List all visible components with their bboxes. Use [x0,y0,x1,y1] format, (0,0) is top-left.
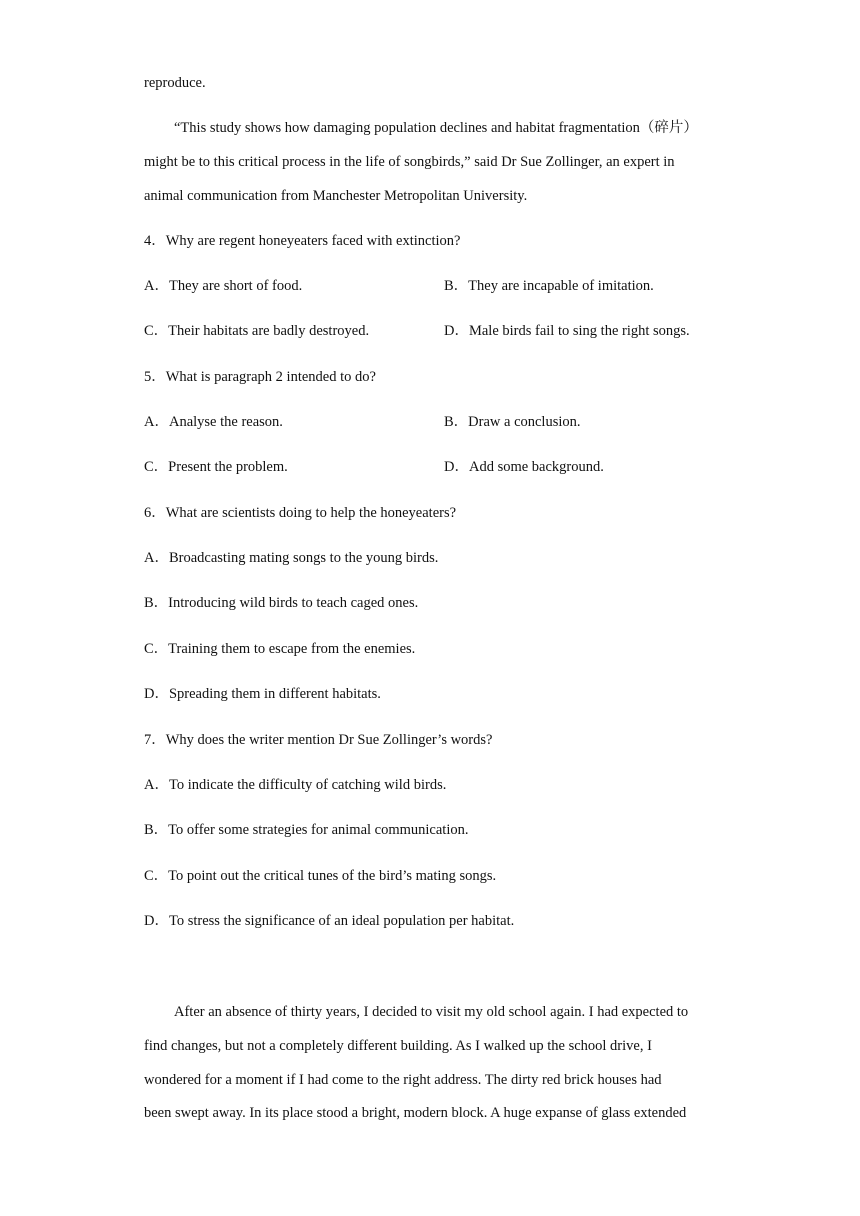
question-stem: 4．Why are regent honeyeaters faced with extinction? [144,233,461,249]
passage-text-line: been swept away. In its place stood a bright, modern block. A huge expanse of glass extended [144,1105,687,1121]
answer-option: D．Spreading them in different habitats. [144,686,381,702]
answer-option: B．Draw a conclusion. [444,414,581,430]
passage-text-line: find changes, but not a completely different building. As I walked up the school drive, I [144,1038,652,1054]
passage-text-line: might be to this critical process in the life of songbirds,” said Dr Sue Zollinger, an expert in [144,154,675,170]
answer-option: D．Male birds fail to sing the right songs. [444,323,690,339]
question-stem: 5．What is paragraph 2 intended to do? [144,369,376,385]
answer-option: C．Present the problem. [144,459,288,475]
passage-text-line: reproduce. [144,75,206,91]
answer-option: B．To offer some strategies for animal communication. [144,822,469,838]
question-stem: 7．Why does the writer mention Dr Sue Zollinger’s words? [144,732,493,748]
answer-option: A．To indicate the difficulty of catching wild birds. [144,777,447,793]
passage-text-line: “This study shows how damaging population declines and habitat fragmentation（碎片） [174,120,698,136]
answer-option: C．To point out the critical tunes of the bird’s mating songs. [144,868,497,884]
answer-option: C．Training them to escape from the enemies. [144,641,416,657]
answer-option: A．They are short of food. [144,278,303,294]
answer-option: D．To stress the significance of an ideal population per habitat. [144,913,515,929]
question-stem: 6．What are scientists doing to help the honeyeaters? [144,505,457,521]
answer-option: C．Their habitats are badly destroyed. [144,323,370,339]
passage-text-line: After an absence of thirty years, I decided to visit my old school again. I had expected to [174,1004,689,1020]
answer-option: A．Broadcasting mating songs to the young birds. [144,550,439,566]
answer-option: A．Analyse the reason. [144,414,283,430]
answer-option: D．Add some background. [444,459,604,475]
passage-text-line: wondered for a moment if I had come to the right address. The dirty red brick houses had [144,1072,662,1088]
passage-text-line: animal communication from Manchester Metropolitan University. [144,188,528,204]
answer-option: B．Introducing wild birds to teach caged ones. [144,595,419,611]
answer-option: B．They are incapable of imitation. [444,278,654,294]
